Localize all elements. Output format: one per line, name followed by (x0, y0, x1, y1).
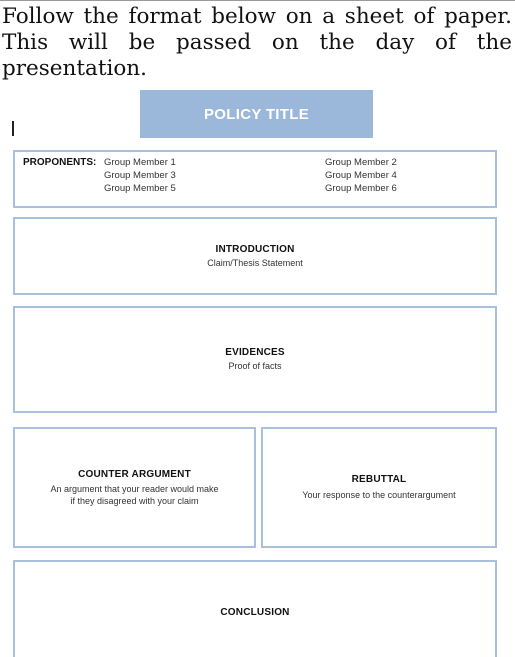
word: presentation. (2, 56, 147, 81)
evidences-box (13, 306, 497, 413)
counter-argument-line-1: An argument that your reader would make (50, 483, 219, 494)
group-member: Group Member 2 (325, 157, 397, 168)
word: This (2, 30, 49, 55)
group-member: Group Member 4 (325, 170, 397, 181)
word: of (413, 4, 435, 29)
counter-argument-box (13, 427, 256, 548)
text-cursor-mark (12, 121, 14, 136)
evidences-title: EVIDENCES (225, 347, 285, 358)
rebuttal-box (261, 427, 497, 548)
policy-title: POLICY TITLE (204, 105, 309, 123)
instructions-text (2, 4, 512, 82)
proponents-box (13, 150, 497, 208)
group-member: Group Member 3 (104, 170, 176, 181)
instruction-line-2 (2, 30, 512, 56)
group-member: Group Member 6 (325, 183, 397, 194)
word: on (285, 4, 313, 29)
policy-title-box (140, 90, 373, 138)
group-member: Group Member 5 (104, 183, 176, 194)
word: below (211, 4, 276, 29)
word: will (68, 30, 108, 55)
word: sheet (344, 4, 404, 29)
word: the (319, 30, 355, 55)
conclusion-title: CONCLUSION (220, 607, 290, 618)
word: a (322, 4, 336, 29)
word: format (128, 4, 202, 29)
instruction-line-3 (2, 56, 512, 82)
top-rule (0, 0, 515, 1)
introduction-title: INTRODUCTION (215, 243, 295, 255)
evidences-subtitle: Proof of facts (228, 361, 282, 371)
word: the (476, 30, 512, 55)
word: paper. (444, 4, 512, 29)
word: the (83, 4, 119, 29)
word: passed (176, 30, 252, 55)
counter-argument-line-2: if they disagreed with your claim (70, 495, 199, 506)
word: of (435, 30, 456, 55)
rebuttal-title: REBUTTAL (351, 474, 407, 485)
introduction-subtitle: Claim/Thesis Statement (207, 257, 303, 268)
counter-argument-title: COUNTER ARGUMENT (78, 468, 191, 480)
instruction-line-1 (2, 4, 512, 30)
conclusion-box (13, 560, 497, 657)
word: on (271, 30, 299, 55)
word: day (375, 30, 415, 55)
rebuttal-subtitle: Your response to the counterargument (302, 490, 456, 500)
word: be (128, 30, 156, 55)
proponents-label: PROPONENTS: (23, 157, 97, 168)
introduction-box (13, 217, 497, 295)
group-member: Group Member 1 (104, 157, 176, 168)
word: Follow (2, 4, 74, 29)
